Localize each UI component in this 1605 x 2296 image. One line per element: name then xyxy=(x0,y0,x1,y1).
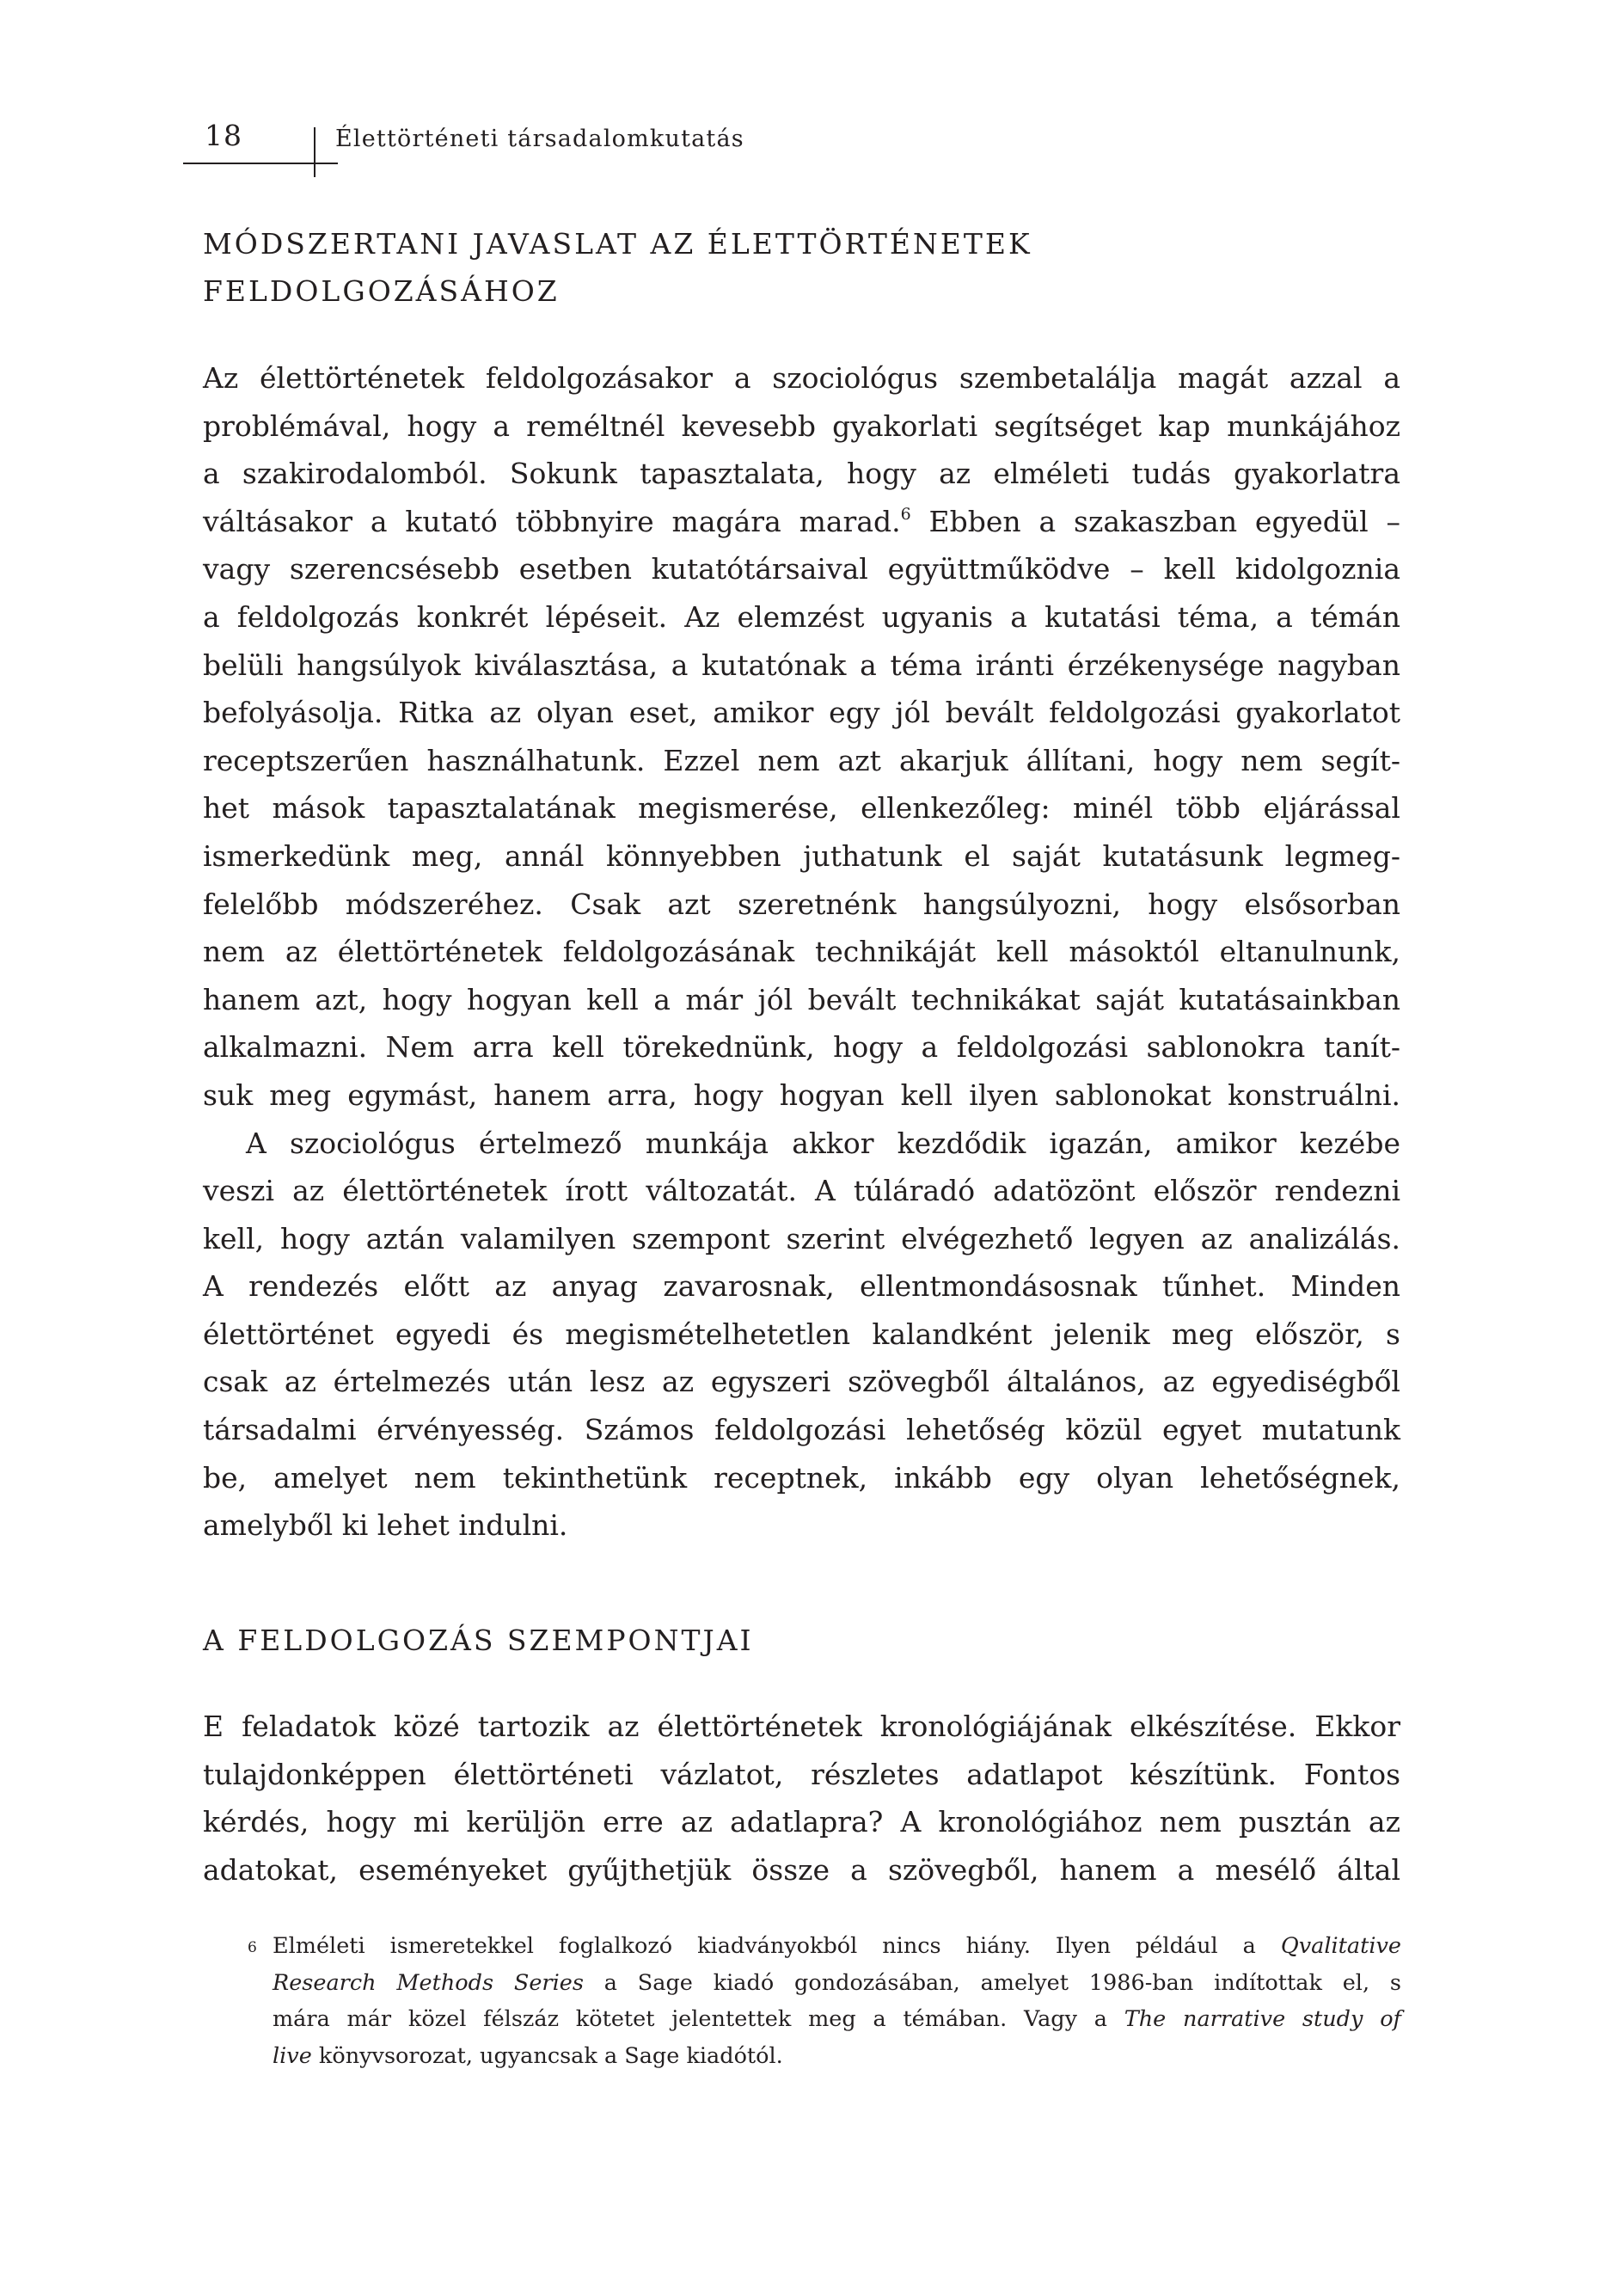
footnote-italic-title: The narrative study of xyxy=(1124,2006,1401,2032)
text-line: csak az értelmezés után lesz az egyszeri szövegből általános, az egyediségből xyxy=(203,1365,1400,1399)
text-line: kell, hogy aztán valamilyen szempont szerint elvégezhető legyen az analizálás. xyxy=(203,1221,1400,1255)
section-heading-2-line: A FELDOLGOZÁS SZEMPONTJAI xyxy=(203,1624,754,1657)
footnote-text: könyvsorozat, ugyancsak a Sage kiadótól. xyxy=(311,2042,783,2069)
running-title: Élettörténeti társadalomkutatás xyxy=(335,126,744,152)
text-line: A szociológus értelmező munkája akkor kezdődik igazán, amikor kezébe xyxy=(246,1126,1400,1160)
text-line: társadalmi érvényesség. Számos feldolgozási lehetőség közül egyet mutatunk xyxy=(203,1413,1400,1447)
text-line: vagy szerencsésebb esetben kutatótársaival együttműködve – kell kidolgoznia xyxy=(203,552,1400,586)
footnote-marker: 6 xyxy=(248,1939,257,1956)
footnote-italic-title: Research Methods Series xyxy=(273,1969,584,1996)
text-line: hanem azt, hogy hogyan kell a már jól bevált technikákat saját kutatásainkban xyxy=(203,982,1400,1016)
footnote-italic-title: Qvalitative xyxy=(1280,1933,1401,1959)
text-line: Az élettörténetek feldolgozásakor a szociológus szembetalálja magát azzal a xyxy=(203,361,1400,395)
text-line: élettörténet egyedi és megismételhetetlen kalandként jelenik meg először, s xyxy=(203,1317,1400,1351)
text-line-with-footnote-ref xyxy=(203,498,1400,546)
footnote-text: mára már közel félszáz kötetet jelentettek meg a témában. Vagy a xyxy=(273,2006,1124,2032)
footnote-reference[interactable]: 6 xyxy=(900,504,911,524)
section-heading-2 xyxy=(203,1617,754,1664)
header-rule-vertical xyxy=(314,127,315,177)
footnote-line xyxy=(273,2001,1401,2038)
text-line: suk meg egymást, hanem arra, hogy hogyan kell ilyen sablonokat konstruálni. xyxy=(203,1077,1400,1112)
text-line: a szakirodalomból. Sokunk tapasztalata, hogy az elméleti tudás gyakorlatra xyxy=(203,457,1400,491)
section2-paragraph-1 xyxy=(203,1703,1400,1894)
text-line: ismerkedünk meg, annál könnyebben juthatunk el saját kutatásunk legmeg- xyxy=(203,838,1400,873)
text-line: veszi az élettörténetek írott változatát. A túláradó adatözönt először rendezni xyxy=(203,1174,1400,1208)
section1-paragraph-1 xyxy=(203,354,1400,1550)
text-line: tulajdonképpen élettörténeti vázlatot, részletes adatlapot készítünk. Fontos xyxy=(203,1757,1400,1791)
footnote-line xyxy=(273,1928,1401,1965)
text-line: felelőbb módszeréhez. Csak azt szeretnénk hangsúlyozni, hogy elsősorban xyxy=(203,887,1400,921)
section-heading-1-line: FELDOLGOZÁSÁHOZ xyxy=(203,274,560,308)
running-head xyxy=(0,0,1605,189)
text-line: alkalmazni. Nem arra kell törekednünk, hogy a feldolgozási sablonokra tanít- xyxy=(203,1030,1400,1065)
footnote-line xyxy=(273,1965,1401,2002)
text-line: A rendezés előtt az anyag zavarosnak, ellentmondásosnak tűnhet. Minden xyxy=(203,1269,1400,1304)
text-line: amelyből ki lehet indulni. xyxy=(203,1508,568,1543)
footnote-text: a Sage kiadó gondozásában, amelyet 1986-ban indítottak el, s xyxy=(583,1969,1401,1996)
text-line: problémával, hogy a reméltnél kevesebb gyakorlati segítséget kap munkájához xyxy=(203,408,1400,443)
footnote-line xyxy=(273,2038,1401,2075)
text-line: E feladatok közé tartozik az élettörténetek kronológiájának elkészítése. Ekkor xyxy=(203,1710,1400,1743)
text-line: belüli hangsúlyok kiválasztása, a kutatónak a téma iránti érzékenysége nagyban xyxy=(203,648,1400,682)
footnote-italic-title: live xyxy=(273,2042,312,2069)
section-heading-1 xyxy=(203,220,1032,315)
text-line: a feldolgozás konkrét lépéseit. Az elemzést ugyanis a kutatási téma, a témán xyxy=(203,599,1400,634)
text-segment: váltásakor a kutató többnyire magára marad. xyxy=(203,504,901,538)
page-number: 18 xyxy=(205,119,242,152)
text-line: nem az élettörténetek feldolgozásának technikáját kell másoktól eltanulnunk, xyxy=(203,935,1400,969)
text-line: adatokat, eseményeket gyűjthetjük össze a szövegből, hanem a mesélő által xyxy=(203,1852,1400,1887)
section-heading-1-line: MÓDSZERTANI JAVASLAT AZ ÉLETTÖRTÉNETEK xyxy=(203,227,1032,261)
text-line: het mások tapasztalatának megismerése, ellenkezőleg: minél több eljárással xyxy=(203,791,1400,826)
footnote-text: Elméleti ismeretekkel foglalkozó kiadványokból nincs hiány. Ilyen például a xyxy=(273,1933,1281,1959)
text-line: kérdés, hogy mi kerüljön erre az adatlapra? A kronológiához nem pusztán az xyxy=(203,1805,1400,1839)
text-line: receptszerűen használhatunk. Ezzel nem azt akarjuk állítani, hogy nem segít- xyxy=(203,743,1400,777)
text-segment: Ebben a szakaszban egyedül – xyxy=(910,504,1401,538)
text-line: be, amelyet nem tekinthetünk receptnek, inkább egy olyan lehetőségnek, xyxy=(203,1460,1400,1495)
text-line: befolyásolja. Ritka az olyan eset, amikor egy jól bevált feldolgozási gyakorlatot xyxy=(203,696,1400,730)
